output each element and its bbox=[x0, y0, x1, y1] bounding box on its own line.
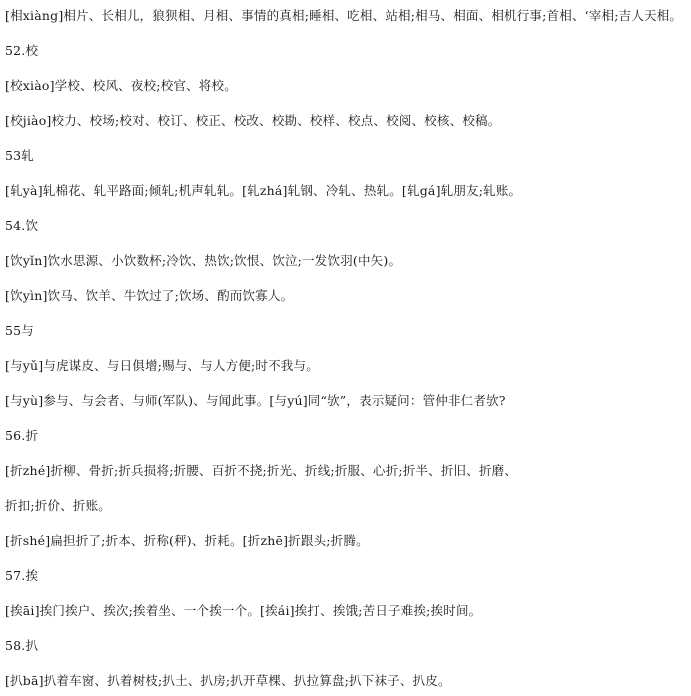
heading-57-ai: 57.挨 bbox=[5, 568, 39, 583]
entry-she-zhe1-line: [折shé]扁担折了;折本、折称(秤)、折耗。[折zhē]折跟头;折腾。 bbox=[5, 533, 369, 548]
entry-yin3-line: [饮yǐn]饮水思源、小饮数杯;冷饮、热饮;饮恨、饮泣;一发饮羽(中矢)。 bbox=[5, 253, 402, 268]
entry-yin4-line: [饮yìn]饮马、饮羊、牛饮过了;饮场、酌而饮寡人。 bbox=[5, 288, 294, 303]
entry-jiao-line: [校jiào]校力、校场;校对、校订、校正、校改、校勘、校样、校点、校阅、校核、校稿。 bbox=[5, 113, 501, 128]
entry-ai1-ai2-line: [挨āi]挨门挨户、挨次;挨着坐、一个挨一个。[挨ái]挨打、挨饿;苦日子难挨;挨时间。 bbox=[5, 603, 482, 618]
heading-52-jiao: 52.校 bbox=[5, 43, 39, 58]
entry-ya-zha-ga-line: [轧yà]轧棉花、轧平路面;倾轧;机声轧轧。[轧zhá]轧钢、冷轧、热轧。[轧gá]轧朋友;轧账。 bbox=[5, 183, 522, 198]
entry-zhe2-line: [折zhé]折柳、骨折;折兵损将;折腰、百折不挠;折光、折线;折服、心折;折半、折旧、折磨、 bbox=[5, 463, 518, 478]
heading-54-yin: 54.饮 bbox=[5, 218, 39, 233]
heading-55-yu: 55与 bbox=[5, 323, 35, 338]
entry-xiang-line: [相xiàng]相片、长相儿，狼狈相、月相、事情的真相;睡相、吃相、站相;相马、相面、相机行事;首相、‘宰相;吉人天相。 bbox=[5, 8, 683, 23]
heading-58-ba: 58.扒 bbox=[5, 638, 39, 653]
heading-53-ya: 53轧 bbox=[5, 148, 35, 163]
entry-xiao-line: [校xiào]学校、校风、夜校;校官、将校。 bbox=[5, 78, 237, 93]
heading-56-zhe: 56.折 bbox=[5, 428, 39, 443]
entry-yu4-yu2-line: [与yù]参与、与会者、与师(军队)、与闻此事。[与yú]同“欤”，表示疑问：管仲非仁者欤? bbox=[5, 393, 506, 408]
entry-ba-line: [扒bā]扒着车窗、扒着树枝;扒土、扒房;扒开草棵、扒拉算盘;扒下袜子、扒皮。 bbox=[5, 673, 451, 688]
entry-zhe2-continued: 折扣;折价、折账。 bbox=[5, 498, 112, 513]
entry-yu3-line: [与yǔ]与虎谋皮、与日俱增;赐与、与人方便;时不我与。 bbox=[5, 358, 319, 373]
